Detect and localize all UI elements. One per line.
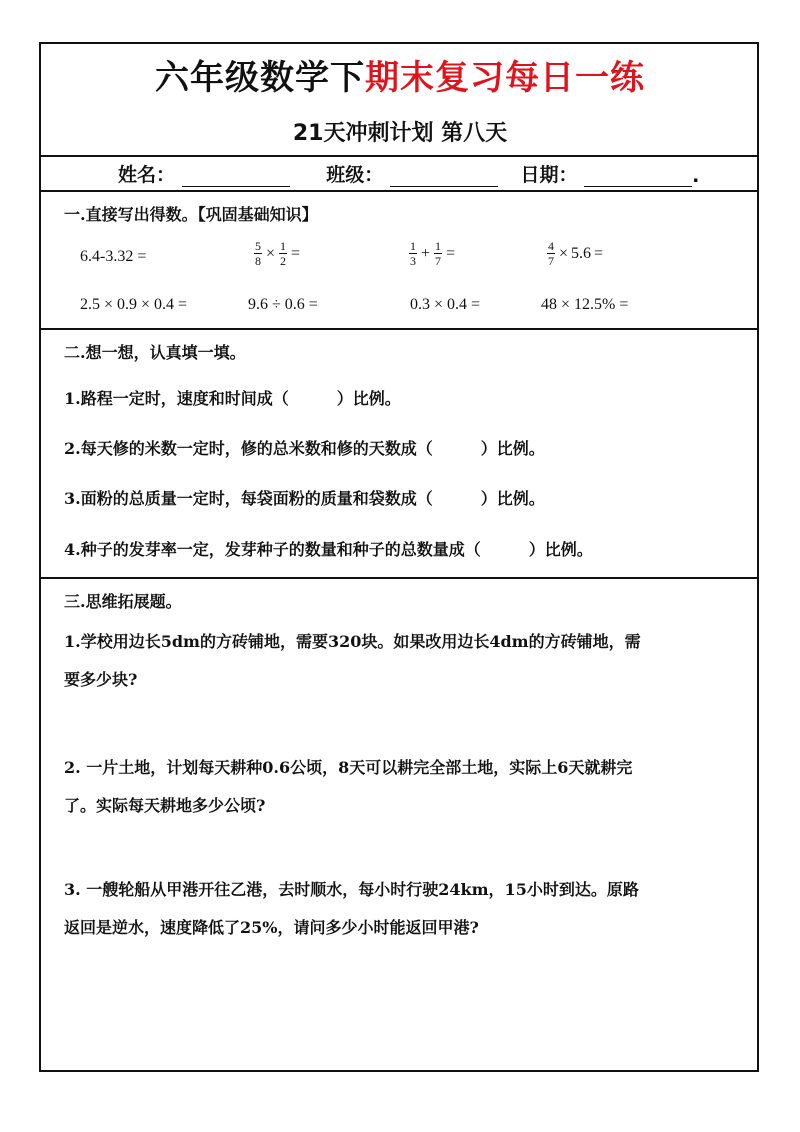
divider xyxy=(39,155,759,157)
denominator: 8 xyxy=(255,254,261,268)
denominator: 7 xyxy=(435,254,442,268)
section2-heading: 二.想一想，认真填一填。 xyxy=(64,343,246,362)
section1-heading: 一.直接写出得数。【巩固基础知识】 xyxy=(64,205,318,224)
fill-in-question: 4.种子的发芽率一定，发芽种子的数量和种子的总数量成（ ）比例。 xyxy=(64,540,593,559)
name-label: 姓名： xyxy=(118,164,176,186)
fraction xyxy=(254,240,262,267)
divider xyxy=(39,328,759,330)
date-field[interactable] xyxy=(584,168,692,187)
calc-item: 0.3 × 0.4 = xyxy=(410,296,481,313)
class-label: 班级： xyxy=(326,164,384,186)
fill-in-question: 3.面粉的总质量一定时，每袋面粉的质量和袋数成（ ）比例。 xyxy=(64,489,545,508)
equals-sign: = xyxy=(446,244,456,262)
end-mark: . xyxy=(692,165,700,187)
calc-item: 9.6 ÷ 0.6 = xyxy=(248,296,318,313)
divider xyxy=(39,190,759,192)
numerator: 5 xyxy=(255,239,261,253)
info-row xyxy=(118,160,718,187)
operator: × xyxy=(559,244,569,262)
fill-in-question: 2.每天修的米数一定时，修的总米数和修的天数成（ ）比例。 xyxy=(64,439,545,458)
operator: + xyxy=(421,244,431,262)
title-part-black: 六年级数学下 xyxy=(155,58,365,98)
fraction xyxy=(409,240,417,267)
numerator: 1 xyxy=(435,239,442,253)
calc-item: 48 × 12.5% = xyxy=(541,296,629,313)
calc-item: 2.5 × 0.9 × 0.4 = xyxy=(80,296,188,313)
word-problem-line: 3. 一艘轮船从甲港开往乙港，去时顺水，每小时行驶24km，15小时到达。原路 xyxy=(64,880,639,899)
word-problem-line: 2. 一片土地，计划每天耕种0.6公顷，8天可以耕完全部土地，实际上6天就耕完 xyxy=(64,758,633,777)
page-subtitle: 21天冲刺计划 第八天 xyxy=(292,121,508,146)
title-part-red: 期末复习每日一练 xyxy=(365,58,645,98)
date-label: 日期： xyxy=(520,164,578,186)
fraction xyxy=(279,240,287,267)
fraction-calc-item xyxy=(408,240,458,267)
equals-sign: = xyxy=(594,244,604,262)
class-field[interactable] xyxy=(390,168,498,187)
fraction xyxy=(434,240,442,267)
section3-heading: 三.思维拓展题。 xyxy=(64,592,182,611)
fraction-calc-item xyxy=(253,240,303,267)
denominator: 7 xyxy=(548,254,554,268)
calc-item: 6.4-3.32 = xyxy=(80,248,147,265)
operator: × xyxy=(266,244,276,262)
numerator: 4 xyxy=(548,239,554,253)
word-problem-line: 1.学校用边长5dm的方砖铺地，需要320块。如果改用边长4dm的方砖铺地，需 xyxy=(64,632,641,651)
numerator: 1 xyxy=(280,239,287,253)
denominator: 3 xyxy=(410,254,416,268)
word-problem-line: 要多少块? xyxy=(64,670,138,689)
numerator: 1 xyxy=(410,239,416,253)
decimal-operand: 5.6 xyxy=(571,244,592,262)
word-problem-line: 了。实际每天耕地多少公顷? xyxy=(64,796,266,815)
word-problem-line: 返回是逆水，速度降低了25%，请问多少小时能返回甲港? xyxy=(64,918,479,937)
fraction-calc-item xyxy=(546,240,606,267)
fraction xyxy=(547,240,555,267)
denominator: 2 xyxy=(280,254,287,268)
fill-in-question: 1.路程一定时，速度和时间成（ ）比例。 xyxy=(64,389,401,408)
equals-sign: = xyxy=(291,244,301,262)
name-field[interactable] xyxy=(182,168,290,187)
page-title xyxy=(0,50,800,99)
divider xyxy=(39,577,759,579)
